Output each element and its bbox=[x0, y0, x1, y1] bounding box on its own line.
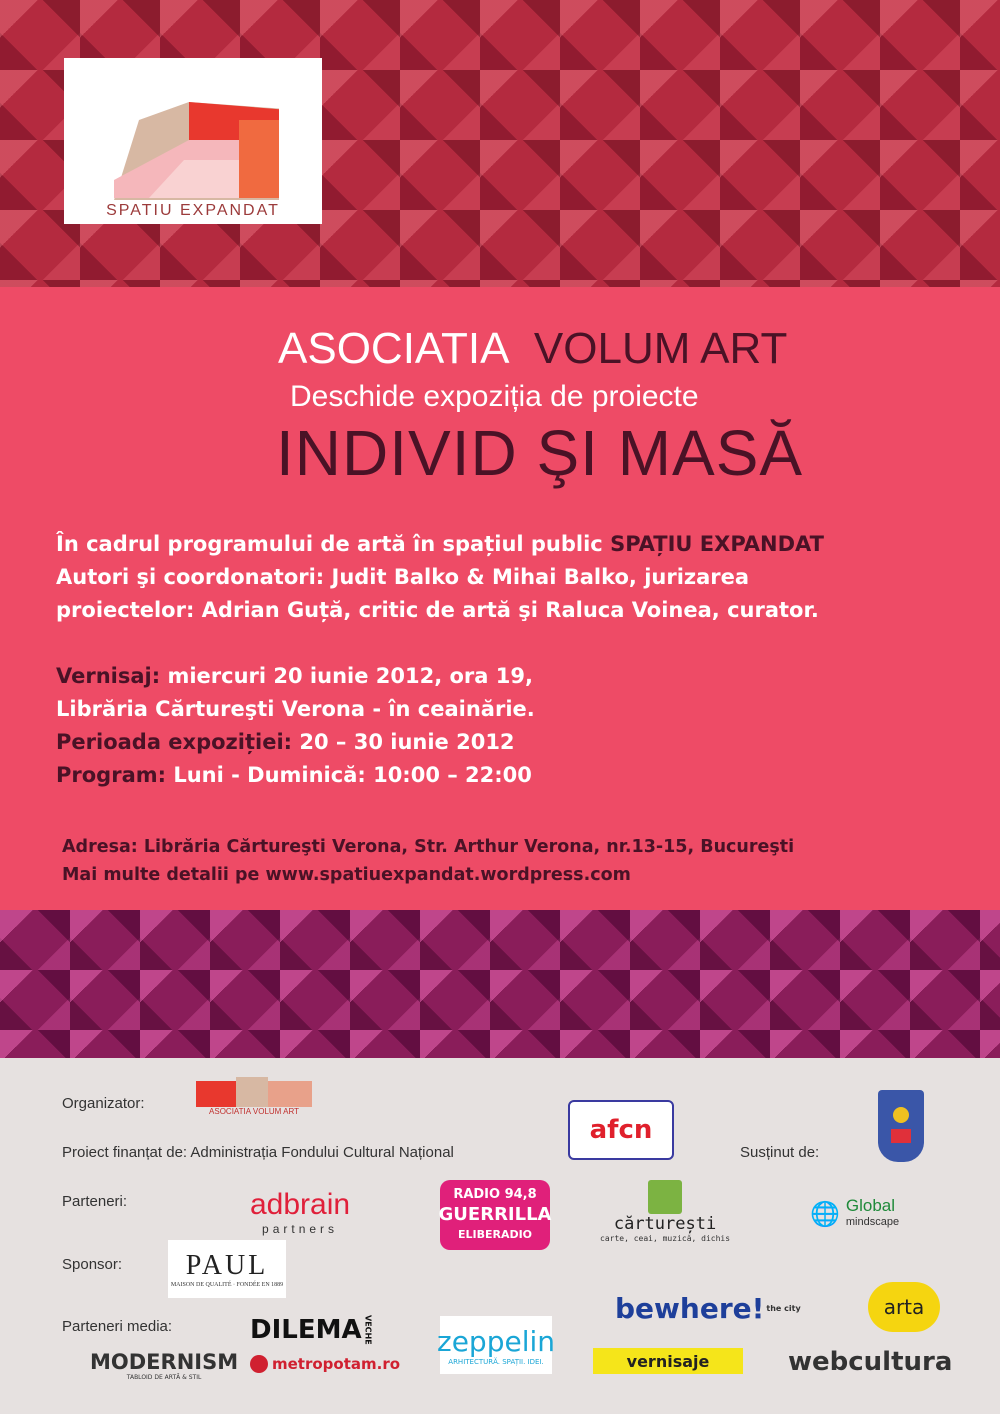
spatiu-expandat-logo bbox=[64, 58, 322, 224]
radio-guerrilla-logo bbox=[440, 1180, 550, 1250]
bewhere-logo bbox=[615, 1292, 801, 1325]
association-heading bbox=[278, 324, 787, 374]
afcn-logo: afcn bbox=[568, 1100, 674, 1160]
metropotam-icon bbox=[250, 1355, 268, 1373]
carturesti-tag: carte, ceai, muzică, dichis bbox=[600, 1234, 731, 1243]
program-label: Program: bbox=[56, 763, 167, 787]
modernism-logo bbox=[90, 1350, 238, 1381]
association-name: VOLUM ART bbox=[533, 324, 788, 373]
details-block bbox=[56, 660, 535, 792]
radio-line1: RADIO 94,8 bbox=[453, 1187, 537, 1202]
zeppelin-tag: ARHITECTURĂ. SPAȚII. IDEI. bbox=[448, 1357, 544, 1366]
global-sub: mindscape bbox=[845, 1216, 900, 1228]
metropotam-text: metropotam.ro bbox=[272, 1355, 401, 1373]
carturesti-logo bbox=[600, 1180, 730, 1243]
radio-line2: GUERRILLA bbox=[438, 1204, 552, 1225]
address-label: Adresa: bbox=[62, 837, 138, 857]
parteneri-label: Parteneri: bbox=[62, 1193, 128, 1210]
dilema-veche: VECHE bbox=[363, 1315, 373, 1345]
exhibition-subtitle: Deschide expoziția de proiecte bbox=[290, 380, 699, 413]
paul-name: PAUL bbox=[185, 1250, 269, 1281]
global-name: Global bbox=[845, 1196, 896, 1215]
bewhere-tag: the city bbox=[766, 1304, 801, 1313]
location-line: Librăria Cărtureşti Verona - în ceainărie. bbox=[56, 697, 535, 721]
finantat-label: Proiect finanțat de: Administrația Fondului Cultural Național bbox=[62, 1144, 454, 1161]
address-block bbox=[62, 833, 794, 889]
period-value: 20 – 30 iunie 2012 bbox=[299, 730, 515, 754]
description-line3: proiectelor: Adrian Guță, critic de artă şi Raluca Voinea, curator. bbox=[56, 598, 819, 622]
webcultura-logo: webcultura bbox=[788, 1347, 953, 1377]
adbrain-sub: partners bbox=[262, 1222, 339, 1236]
global-mindscape-logo bbox=[810, 1198, 899, 1230]
book-icon bbox=[648, 1180, 682, 1214]
adbrain-text: adbrain bbox=[250, 1188, 351, 1221]
program-value: Luni - Duminică: 10:00 – 22:00 bbox=[173, 763, 532, 787]
adbrain-logo bbox=[250, 1188, 350, 1236]
zeppelin-logo bbox=[437, 1316, 556, 1374]
bottom-texture-background bbox=[0, 910, 1000, 1058]
description-block bbox=[56, 528, 824, 627]
description-line1: În cadrul programului de artă în spațiul public bbox=[56, 532, 603, 556]
sustinut-label: Susținut de: bbox=[740, 1144, 820, 1161]
volum-art-logo-text: ASOCIATIA VOLUM ART bbox=[209, 1106, 299, 1116]
metropotam-logo bbox=[250, 1355, 400, 1373]
arta-logo: arta bbox=[868, 1282, 940, 1332]
more-details-link[interactable]: Mai multe detalii pe www.spatiuexpandat.wordpress.com bbox=[62, 865, 631, 885]
globe-icon: 🌐 bbox=[810, 1200, 840, 1228]
logo-title: SPATIU EXPANDAT bbox=[106, 202, 280, 219]
vernisaj-value: miercuri 20 iunie 2012, ora 19, bbox=[167, 664, 533, 688]
paul-tag: MAISON DE QUALITÉ · FONDÉE EN 1889 bbox=[170, 1282, 284, 1288]
vernisaje-logo: vernisaje bbox=[593, 1348, 743, 1374]
zeppelin-text: zeppelin bbox=[437, 1324, 556, 1358]
address-value: Librăria Cărtureşti Verona, Str. Arthur Verona, nr.13-15, Bucureşti bbox=[143, 837, 795, 857]
modernism-text: MODERNISM bbox=[90, 1350, 239, 1374]
house-shape-icon bbox=[109, 80, 279, 200]
volum-art-logo bbox=[196, 1074, 312, 1118]
radio-line3: ELIBERADIO bbox=[457, 1228, 533, 1241]
volum-art-shape-icon bbox=[196, 1077, 312, 1107]
modernism-tag: TABLOID DE ARTĂ & STIL bbox=[126, 1374, 202, 1381]
period-label: Perioada expoziției: bbox=[56, 730, 293, 754]
sponsor-label: Sponsor: bbox=[62, 1256, 123, 1273]
carturesti-name: cărturești bbox=[613, 1214, 717, 1234]
program-name: SPAȚIU EXPANDAT bbox=[610, 532, 824, 556]
bewhere-text: bewhere! bbox=[615, 1292, 765, 1325]
vernisaj-label: Vernisaj: bbox=[56, 664, 161, 688]
dilema-logo bbox=[250, 1315, 373, 1345]
association-prefix: ASOCIATIA bbox=[278, 324, 510, 373]
bucharest-coat-of-arms-icon bbox=[878, 1090, 924, 1162]
paul-logo bbox=[168, 1240, 286, 1298]
media-label: Parteneri media: bbox=[62, 1318, 173, 1335]
dilema-text: DILEMA bbox=[250, 1315, 362, 1345]
description-line2: Autori şi coordonatori: Judit Balko & Mihai Balko, jurizarea bbox=[56, 565, 750, 589]
exhibition-title: INDIVID ŞI MASĂ bbox=[276, 417, 804, 489]
organizator-label: Organizator: bbox=[62, 1095, 145, 1112]
